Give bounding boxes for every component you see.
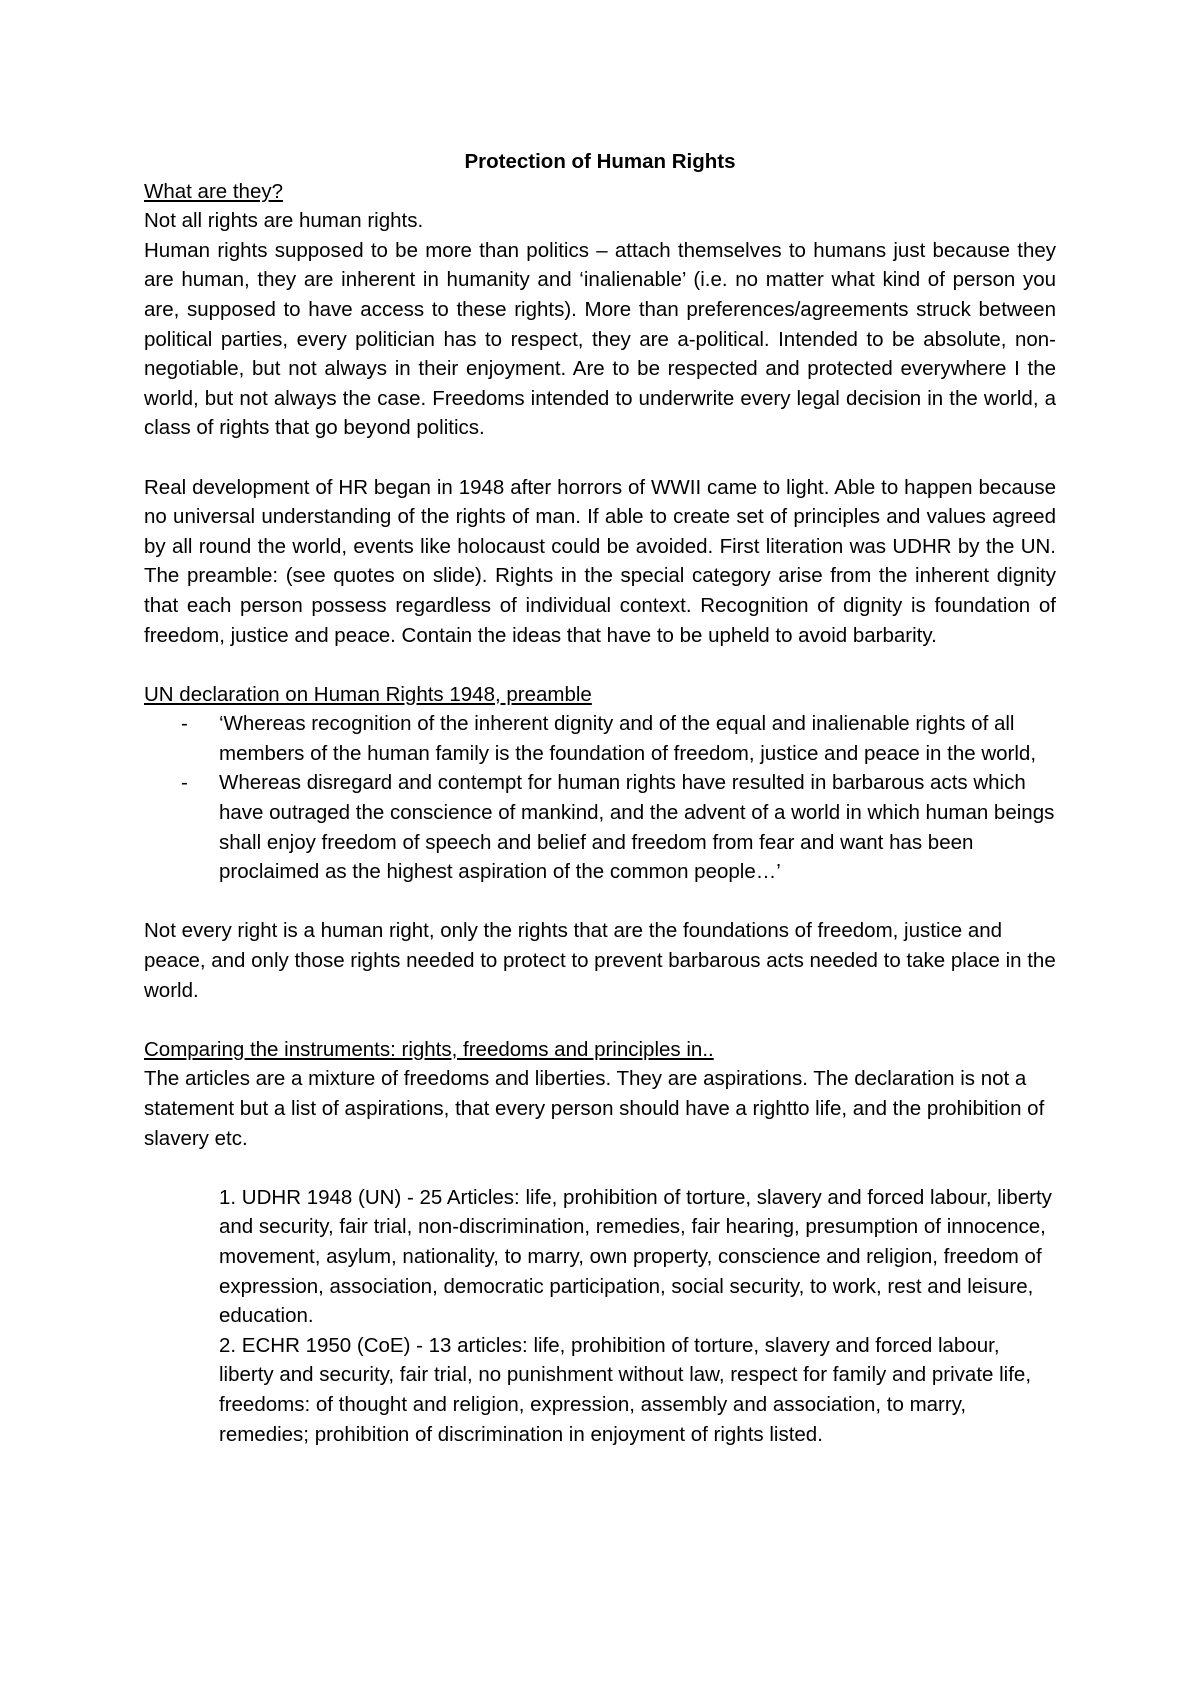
paragraph-spacer (144, 887, 1056, 917)
instrument-list (144, 1183, 1056, 1449)
lead-sentence: Not all rights are human rights. (144, 209, 424, 233)
preamble-quote-list (144, 709, 1056, 887)
paragraph-spacer (144, 650, 1056, 680)
list-item: 1. UDHR 1948 (UN) - 25 Articles: life, prohibition of torture, slavery and forced labour, liberty and security, fair trial, non-discrimination, remedies, fair hearing, presumption of innocence, movement, asylum, nationality, to marry, own property, conscience and religion, freedom of expression, association, democratic participation, social security, to work, rest and leisure, education. (219, 1185, 1052, 1328)
paragraph-not-every-right: Not every right is a human right, only the rights that are the foundations of freedom, justice and peace, and only those rights needed to protect to prevent barbarous acts needed to take place in the world. (144, 919, 1056, 1002)
paragraph-spacer (144, 1153, 1056, 1183)
paragraph-history: Real development of HR began in 1948 after horrors of WWII came to light. Able to happen because no universal understanding of the rights of man. If able to create set of principles and values agreed by all round the world, events like holocaust could be avoided. First literation was UDHR by the UN. The preamble: (see quotes on slide). Rights in the special category arise from the inherent dignity that each person possess regardless of individual context. Recognition of dignity is foundation of freedom, justice and peace. Contain the ideas that have to be upheld to avoid barbarity. (144, 475, 1056, 647)
list-item: - Whereas disregard and contempt for human rights have resulted in barbarous acts which have outraged the conscience of mankind, and the advent of a world in which human beings shall enjoy freedom of speech and belief and freedom from fear and want has been proclaimed as the highest aspiration of the common people…’ (219, 768, 1056, 886)
paragraph-spacer (144, 443, 1056, 473)
paragraph-articles: The articles are a mixture of freedoms and liberties. They are aspirations. The declaration is not a statement but a list of aspirations, that every person should have a rightto life, and the prohibition of slavery etc. (144, 1067, 1045, 1150)
document-title: Protection of Human Rights (464, 150, 736, 173)
list-item: 2. ECHR 1950 (CoE) - 13 articles: life, prohibition of torture, slavery and forced labour, liberty and security, fair trial, no punishment without law, respect for family and private life, freedoms: of thought and religion, expression, assembly and association, to marry, remedies; prohibition of discrimination in enjoyment of rights listed. (219, 1333, 1032, 1446)
list-item: - ‘Whereas recognition of the inherent dignity and of the equal and inalienable rights of all members of the human family is the foundation of freedom, justice and peace in the world, (219, 709, 1056, 768)
paragraph-spacer (144, 1005, 1056, 1035)
paragraph-definition: Human rights supposed to be more than politics – attach themselves to humans just because they are human, they are inherent in humanity and ‘inalienable’ (i.e. no matter what kind of person you are, supposed to have access to these rights). More than preferences/agreements struck between political parties, every politician has to respect, they are a-political. Intended to be absolute, non-negotiable, but not always in their enjoyment. Are to be respected and protected everywhere I the world, but not always the case. Freedoms intended to underwrite every legal decision in the world, a class of rights that go beyond politics. (144, 238, 1056, 440)
section-heading-un-declaration: UN declaration on Human Rights 1948, preamble (144, 682, 592, 706)
section-heading-what-are-they: What are they? (144, 179, 284, 203)
section-heading-comparing-instruments: Comparing the instruments: rights, freedoms and principles in.. (144, 1037, 714, 1061)
document-page (144, 147, 1056, 1449)
